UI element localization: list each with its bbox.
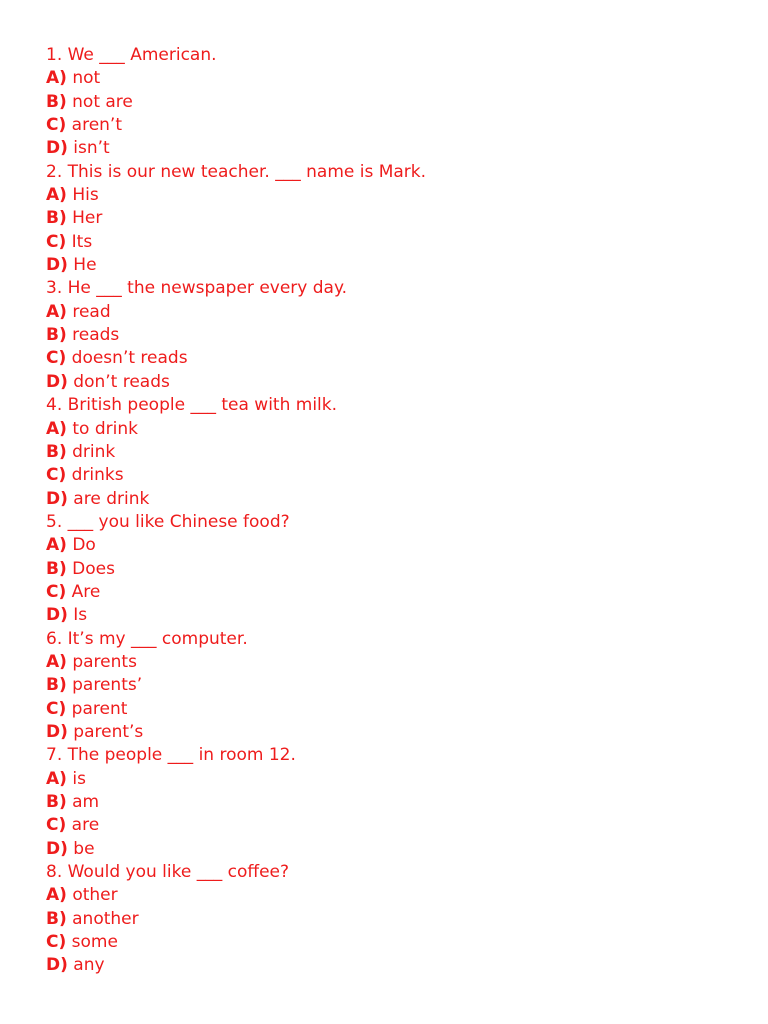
- option-text: Are: [71, 581, 101, 602]
- question-5-option-a: [46, 534, 746, 557]
- option-text: be: [73, 838, 95, 859]
- question-6-option-a: [46, 651, 746, 674]
- option-text: are: [71, 815, 100, 836]
- question-1-option-c: [46, 114, 746, 137]
- option-text: am: [72, 792, 100, 812]
- question-4-option-d: [46, 488, 746, 511]
- question-7-option-c: [46, 814, 746, 837]
- option-letter: B): [46, 675, 67, 696]
- question-8-option-d: [46, 954, 746, 977]
- option-letter: D): [46, 605, 68, 626]
- option-letter: C): [46, 231, 67, 252]
- option-letter: D): [46, 488, 68, 509]
- option-text: to drink: [72, 418, 138, 439]
- option-letter: D): [46, 138, 68, 159]
- option-text: another: [72, 908, 139, 929]
- question-4: 4. British people ___ tea with milk.: [46, 395, 338, 416]
- option-letter: A): [46, 185, 67, 206]
- question-8: 8. Would you like ___ coffee?: [46, 862, 290, 883]
- option-letter: D): [46, 255, 68, 276]
- question-4-option-b: [46, 441, 746, 464]
- option-letter: A): [46, 651, 67, 672]
- option-text: doesn’t reads: [71, 348, 188, 369]
- question-1: 1. We ___ American.: [46, 45, 217, 65]
- question-6-option-d: [46, 721, 746, 744]
- option-letter: B): [46, 792, 67, 812]
- option-letter: B): [46, 908, 67, 929]
- question-2-option-d: [46, 254, 746, 277]
- option-letter: C): [46, 465, 67, 486]
- option-letter: D): [46, 955, 68, 976]
- question-8-option-a: [46, 884, 746, 907]
- option-text: Its: [71, 231, 93, 252]
- option-letter: A): [46, 768, 67, 789]
- question-4-option-c: [46, 464, 746, 487]
- question-7-option-d: [46, 838, 746, 861]
- option-letter: C): [46, 698, 67, 719]
- option-letter: A): [46, 301, 67, 322]
- option-text: reads: [72, 325, 120, 346]
- question-2: 2. This is our new teacher. ___ name is Mark.: [46, 161, 427, 182]
- option-text: parents’: [72, 675, 143, 696]
- option-text: Her: [72, 208, 103, 229]
- option-letter: B): [46, 91, 67, 112]
- question-4-option-a: [46, 418, 746, 441]
- option-letter: C): [46, 348, 67, 369]
- question-8-option-c: [46, 931, 746, 954]
- question-3-option-c: [46, 347, 746, 370]
- option-letter: C): [46, 932, 67, 953]
- question-2-option-a: [46, 184, 746, 207]
- question-3: 3. He ___ the newspaper every day.: [46, 278, 348, 299]
- option-text: parent: [71, 698, 128, 719]
- question-5-option-d: [46, 604, 746, 627]
- option-text: not are: [72, 91, 133, 112]
- question-7: 7. The people ___ in room 12.: [46, 745, 296, 766]
- option-text: drink: [72, 441, 116, 462]
- option-letter: B): [46, 325, 67, 346]
- option-letter: C): [46, 115, 67, 136]
- question-1-option-b: [46, 91, 746, 114]
- option-text: are drink: [73, 488, 150, 509]
- question-1-option-a: [46, 67, 746, 90]
- question-2-option-c: [46, 231, 746, 254]
- option-letter: B): [46, 208, 67, 229]
- question-3-option-a: [46, 301, 746, 324]
- question-7-option-a: [46, 768, 746, 791]
- question-5-option-b: [46, 558, 746, 581]
- option-letter: D): [46, 838, 68, 859]
- option-letter: D): [46, 371, 68, 392]
- quiz-document: [46, 44, 746, 978]
- question-7-option-b: [46, 791, 746, 814]
- option-letter: A): [46, 535, 67, 556]
- question-2-option-b: [46, 207, 746, 230]
- option-text: is: [72, 768, 86, 789]
- option-text: parents: [72, 651, 137, 672]
- option-letter: D): [46, 721, 68, 742]
- option-letter: A): [46, 68, 67, 89]
- option-text: parent’s: [73, 721, 144, 742]
- option-text: He: [73, 255, 97, 276]
- option-letter: A): [46, 885, 67, 906]
- option-letter: A): [46, 418, 67, 439]
- question-6-option-b: [46, 674, 746, 697]
- option-letter: C): [46, 815, 67, 836]
- option-text: Does: [72, 558, 115, 579]
- option-text: aren’t: [71, 115, 122, 136]
- option-letter: B): [46, 558, 67, 579]
- option-text: Is: [73, 605, 88, 626]
- question-5: 5. ___ you like Chinese food?: [46, 511, 290, 532]
- option-text: isn’t: [73, 138, 110, 159]
- question-8-option-b: [46, 908, 746, 931]
- question-3-option-d: [46, 371, 746, 394]
- question-6: 6. It’s my ___ computer.: [46, 628, 248, 649]
- option-text: other: [72, 885, 118, 906]
- option-letter: B): [46, 441, 67, 462]
- option-text: Do: [72, 535, 96, 556]
- option-text: any: [73, 955, 105, 976]
- option-text: drinks: [71, 465, 124, 486]
- question-6-option-c: [46, 698, 746, 721]
- option-text: some: [71, 932, 118, 953]
- option-text: don’t reads: [73, 371, 170, 392]
- question-3-option-b: [46, 324, 746, 347]
- option-text: read: [72, 301, 111, 322]
- question-5-option-c: [46, 581, 746, 604]
- question-1-option-d: [46, 137, 746, 160]
- option-letter: C): [46, 581, 67, 602]
- option-text: His: [72, 185, 99, 206]
- option-text: not: [72, 68, 101, 89]
